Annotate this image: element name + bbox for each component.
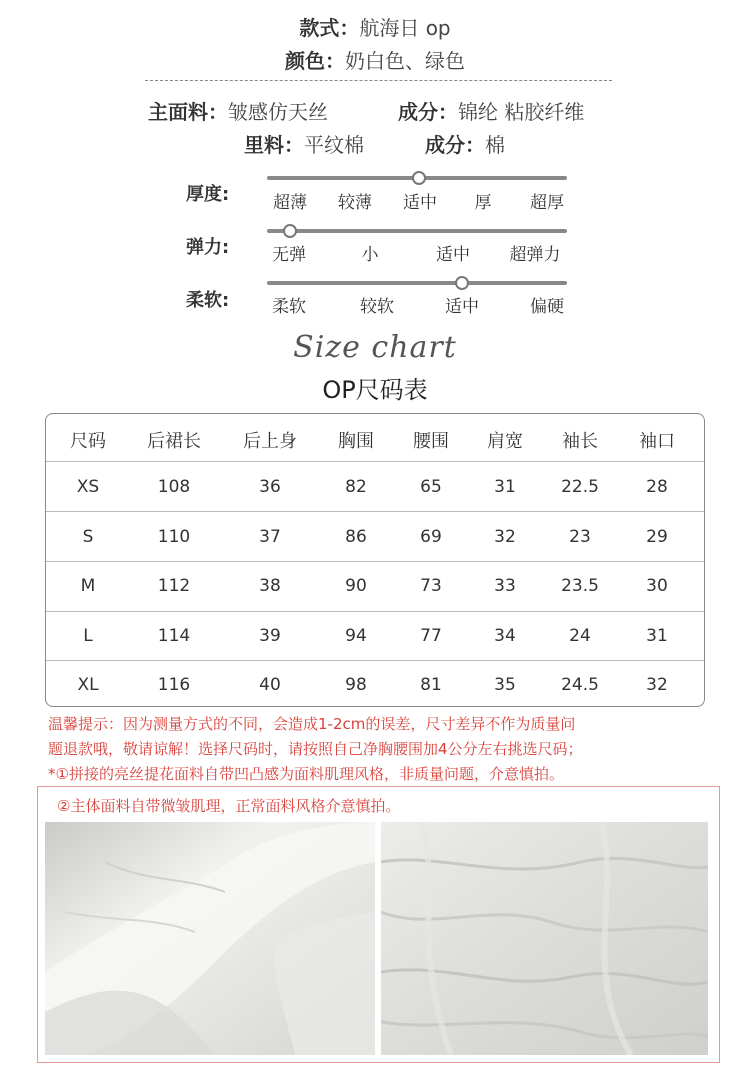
table-cell: 69 [420,527,442,547]
table-cell: 82 [345,477,367,497]
softness-knob [455,276,469,290]
table-cell: 38 [259,576,281,596]
table-cell: 23 [569,527,591,547]
table-cell: 114 [157,626,191,646]
thickness-knob [412,171,426,185]
header-cell: 尺码 [70,431,106,452]
lining-value: 平纹棉 [304,133,364,157]
header-cell: 袖口 [639,431,675,452]
header-cell: 后裙长 [147,431,201,452]
elasticity-option: 无弹 [272,245,306,265]
size-chart-title: OP尺码表 [322,376,428,404]
color-line [0,45,750,74]
table-cell: 23.5 [561,576,599,596]
main-fabric-value: 皱感仿天丝 [228,100,328,124]
thickness-option: 较薄 [338,193,372,213]
main-composition-row [398,96,584,125]
table-cell: 28 [646,477,668,497]
elasticity-track [267,229,567,233]
table-cell: 34 [494,626,516,646]
table-cell: 98 [345,675,367,695]
table-cell: 24 [569,626,591,646]
color-key: 颜色： [285,49,345,73]
row-divider [46,561,704,562]
table-cell: 110 [157,527,191,547]
thickness-option: 超厚 [530,193,564,213]
table-cell: 31 [494,477,516,497]
thickness-option: 厚 [474,193,492,213]
style-value: 航海日 op [359,16,451,40]
lining-composition-row [425,129,505,158]
table-cell: XL [77,675,99,695]
care-note: 题退款哦，敬请谅解！选择尺码时，请按照自己净胸腰围加4公分左右挑选尺码； [48,740,583,758]
table-cell: 32 [646,675,668,695]
table-cell: 73 [420,576,442,596]
table-cell: L [83,626,93,646]
softness-label: 柔软: [186,290,230,311]
table-cell: 90 [345,576,367,596]
table-cell: 108 [157,477,191,497]
style-line [0,12,750,41]
table-cell: 65 [420,477,442,497]
header-cell: 袖长 [562,431,598,452]
divider [145,80,612,81]
table-cell: 31 [646,626,668,646]
main-composition-key: 成分： [398,100,458,124]
table-cell: M [80,576,96,596]
header-cell: 胸围 [338,431,374,452]
table-cell: 35 [494,675,516,695]
row-divider [46,511,704,512]
elasticity-knob [283,224,297,238]
style-key: 款式： [299,16,360,40]
softness-option: 适中 [445,297,479,317]
table-cell: 81 [420,675,442,695]
table-cell: 86 [345,527,367,547]
row-divider [46,611,704,612]
softness-option: 柔软 [272,297,306,317]
main-fabric-row [148,96,328,125]
softness-track [267,281,567,285]
lining-composition-value: 棉 [485,133,505,157]
table-cell: 32 [494,527,516,547]
main-fabric-key: 主面料： [148,100,228,124]
header-cell: 腰围 [413,431,449,452]
thickness-label: 厚度: [186,184,230,205]
lining-composition-key: 成分： [425,133,485,157]
softness-option: 偏硬 [530,297,564,317]
header-cell: 后上身 [243,431,297,452]
table-cell: 116 [157,675,191,695]
table-cell: XS [76,477,100,497]
table-cell: S [82,527,94,547]
size-chart-script-title: Size chart [293,330,457,365]
fabric-photo-left [45,822,375,1055]
size-table [45,413,705,707]
table-cell: 22.5 [561,477,599,497]
thickness-option: 超薄 [273,193,307,213]
table-cell: 33 [494,576,516,596]
lining-key: 里料： [244,133,304,157]
table-cell: 94 [345,626,367,646]
table-cell: 112 [157,576,191,596]
table-cell: 29 [646,527,668,547]
care-note: *①拼接的亮丝提花面料自带凹凸感为面料肌理风格，非质量问题，介意慎拍。 [48,765,564,783]
table-cell: 40 [259,675,281,695]
elasticity-option: 适中 [436,245,470,265]
table-cell: 24.5 [561,675,599,695]
table-cell: 36 [259,477,281,497]
fabric-photo-caption: ②主体面料自带微皱肌理，正常面料风格介意慎拍。 [57,797,401,815]
softness-option: 较软 [360,297,394,317]
color-value: 奶白色、绿色 [345,49,465,73]
main-composition-value: 锦纶 粘胶纤维 [458,100,585,124]
row-divider [46,660,704,661]
thickness-option: 适中 [403,193,437,213]
table-cell: 30 [646,576,668,596]
row-divider [46,461,704,462]
elasticity-label: 弹力: [186,237,230,258]
table-cell: 37 [259,527,281,547]
elasticity-option: 超弹力 [509,245,561,265]
elasticity-option: 小 [361,245,379,265]
header-cell: 肩宽 [487,431,523,452]
table-cell: 39 [259,626,281,646]
table-cell: 77 [420,626,442,646]
fabric-photo-right [381,822,708,1055]
care-note: 温馨提示：因为测量方式的不同，会造成1-2cm的误差，尺寸差异不作为质量问 [48,715,576,733]
lining-row [244,129,364,158]
